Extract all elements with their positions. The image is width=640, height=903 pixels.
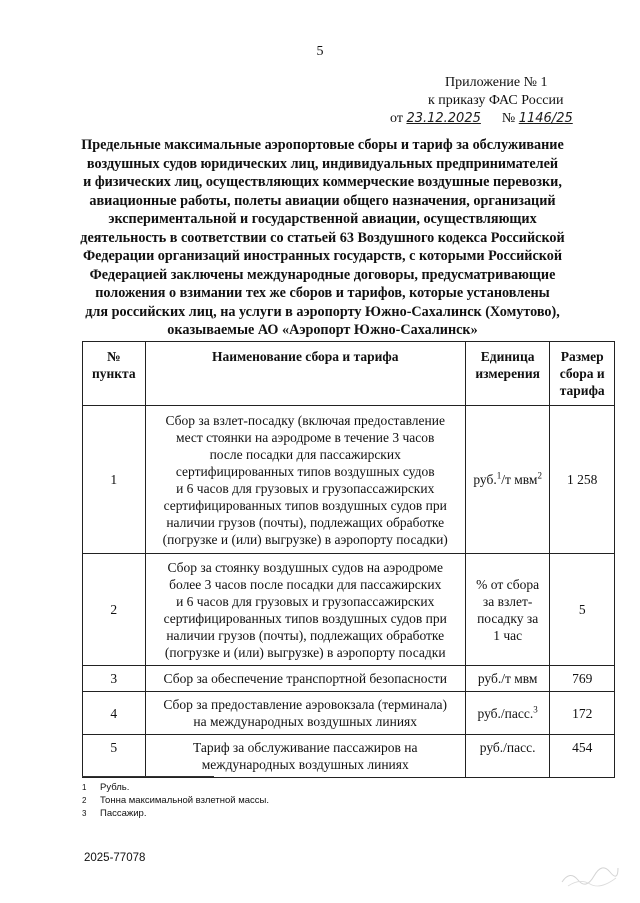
row-value: 1 258 [550, 406, 615, 554]
scan-noise-mark [560, 862, 620, 890]
row-number: 3 [83, 666, 146, 692]
fees-table [82, 341, 615, 778]
row-number: 4 [83, 692, 146, 735]
row-unit: руб./пасс. [465, 735, 550, 778]
table-row [83, 735, 615, 778]
order-date: 23.12.2025 [406, 111, 481, 126]
table-header-row [83, 342, 615, 406]
title-line: для российских лиц, на услуги в аэропорту Южно-Сахалинск (Хомутово), [85, 303, 560, 320]
title-line: положения о взимании тех же сборов и тарифов, которые установлены [95, 285, 550, 301]
table-row [83, 666, 615, 692]
header-number: № пункта [83, 342, 146, 406]
appendix-header [390, 74, 590, 128]
title-line: экспериментальной и государственной авиации, осуществляющих [108, 211, 537, 227]
table-row [83, 692, 615, 735]
order-number: 1146/25 [518, 111, 573, 126]
footnote: 2 Тонна максимальной взлетной массы. [82, 795, 269, 806]
footnote: 3 Пассажир. [82, 808, 147, 819]
row-value: 769 [550, 666, 615, 692]
title-line: воздушных судов юридических лиц, индивидуальных предпринимателей [86, 155, 559, 172]
row-name: Сбор за взлет-посадку (включая предоставление мест стоянки на аэродроме в течение 3 часов после посадки для пассажирских сертифицированных типов воздушных судов и 6 часов для грузовых и грузопассажирских сертифицированных типов воздушных судов при наличии грузов (почты), подлежащих обработке (погрузке и (или) выгрузке) в аэропорту посадки) [145, 406, 465, 554]
row-unit: руб./т мвм [465, 666, 550, 692]
title-line: авиационные работы, полеты авиации общего назначения, организаций [89, 192, 556, 209]
row-number: 2 [83, 554, 146, 666]
table-row [83, 554, 615, 666]
document-title [60, 136, 585, 340]
document-code: 2025-77078 [84, 852, 146, 864]
page-number: 5 [316, 44, 324, 59]
from-prefix: от [390, 111, 403, 126]
footnote: 1 Рубль. [82, 782, 130, 793]
title-line: оказываемые АО «Аэропорт Южно-Сахалинск» [167, 322, 478, 338]
title-line: деятельность в соответствии со статьей 63 Воздушного кодекса Российской [80, 229, 565, 246]
row-unit: руб.$^1$/т мвм$^2$ [465, 406, 550, 554]
row-value: 5 [550, 554, 615, 666]
header-name: Наименование сбора и тарифа [145, 342, 465, 406]
row-name: Сбор за стоянку воздушных судов на аэродроме более 3 часов после посадки для пассажирских и 6 часов для грузовых и грузопассажирских сертифицированных типов воздушных судов при наличии грузов (почты), подлежащих обработке (погрузке и (или) выгрузке) в аэропорту посадки [145, 554, 465, 666]
appendix-date-number [390, 110, 590, 128]
footnote-separator [82, 776, 214, 777]
row-unit: % от сбора за взлет- посадку за 1 час [465, 554, 550, 666]
row-value: 454 [550, 735, 615, 778]
row-value: 172 [550, 692, 615, 735]
footnotes [82, 781, 269, 820]
appendix-order-ref: к приказу ФАС России [428, 93, 564, 108]
row-name: Тариф за обслуживание пассажиров на международных воздушных линиях [145, 735, 465, 778]
row-number: 5 [83, 735, 146, 778]
table-row [83, 406, 615, 554]
title-line: Федерации организаций иностранных государств, с которыми Российской [82, 248, 563, 264]
number-prefix: № [501, 111, 516, 126]
title-line: и физических лиц, осуществляющих коммерческие воздушные перевозки, [83, 174, 562, 190]
row-name: Сбор за предоставление аэровокзала (терминала) на международных воздушных линиях [145, 692, 465, 735]
row-number: 1 [83, 406, 146, 554]
row-unit: руб./пасс.$^3$ [465, 692, 550, 735]
title-line: Предельные максимальные аэропортовые сборы и тариф за обслуживание [81, 137, 564, 153]
header-size: Размер сбора и тарифа [550, 342, 615, 406]
row-name: Сбор за обеспечение транспортной безопасности [145, 666, 465, 692]
appendix-title: Приложение № 1 [445, 75, 548, 90]
header-unit: Единица измерения [465, 342, 550, 406]
title-line: Федерацией заключены международные договоры, предусматривающие [89, 266, 556, 283]
